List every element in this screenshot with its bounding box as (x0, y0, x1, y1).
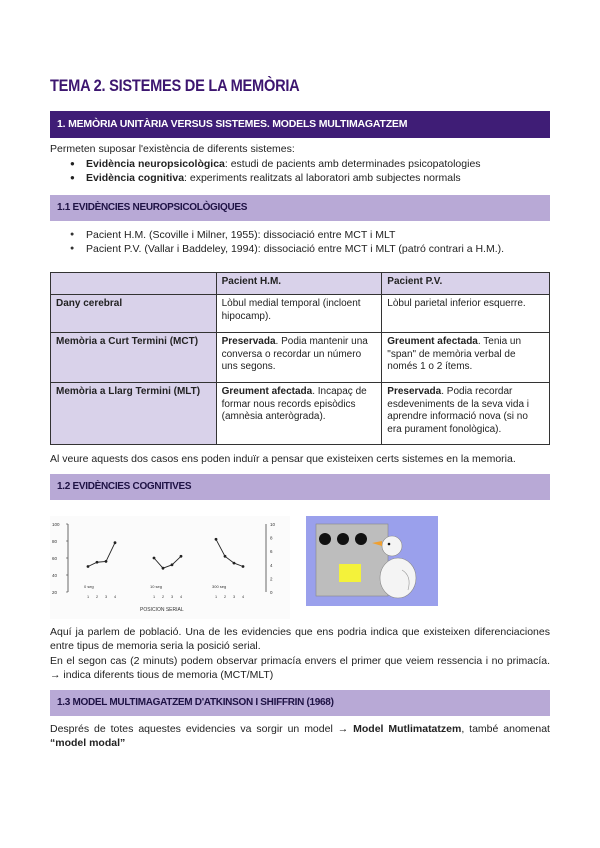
document-title: TEMA 2. SISTEMES DE LA MEMÒRIA (50, 76, 300, 95)
data-point (105, 560, 108, 563)
black-dot (355, 533, 367, 545)
paragraph-text: En el segon cas (2 minuts) podem observar primacía envers el primer que veiem ressencia i no primacía. (50, 655, 550, 667)
black-dot (337, 533, 349, 545)
y-tick-label: 6 (270, 549, 273, 555)
y-tick-label: 60 (52, 556, 58, 561)
duck-illustration (306, 516, 438, 606)
y-tick-label: 4 (270, 562, 273, 568)
bullet-pacient-hm: ● Pacient H.M. (Scoville i Milner, 1955): dissociació entre MCT i MLT (86, 228, 395, 242)
data-point (114, 541, 117, 544)
bullet-pacient-pv: ● Pacient P.V. (Vallar i Baddeley, 1994): dissociació entre MCT i MLT (patró contrari a H.M.). (86, 242, 504, 256)
row-label: Dany cerebral (51, 295, 217, 333)
data-point (180, 555, 183, 558)
table-header-cell: Pacient H.M. (216, 273, 382, 295)
bullet-evidencia-neuro (86, 157, 481, 171)
x-tick-label: 1 (215, 595, 218, 599)
paragraph-text: Després de totes aquestes evidencies va sorgir un model → (50, 723, 354, 735)
section-1-1-conclusion: Al veure aquests dos casos ens poden induïr a pensar que existeixen certs sistemes en la memoria. (50, 453, 516, 465)
y-tick-label: 20 (52, 590, 58, 595)
cell-bold: Greument afectada (387, 336, 478, 347)
paragraph-text: , també anomenat (461, 723, 550, 735)
cell-bold: Preservada (221, 336, 276, 347)
section-1-3-paragraph (50, 722, 550, 750)
bullet-bold: Evidència neuropsicològica (86, 158, 225, 170)
data-point (171, 563, 174, 566)
section-1-2-paragraph-1: Aquí ja parlem de població. Una de les evidencies que ens podria indica que existeixen diferenciaciones entre tipus de memoria seria la posició serial. (50, 626, 550, 652)
cell-text: . Podia recordar esdeveniments de la seva vida i aprendre informació nova (si no era purament fonològica). (387, 386, 530, 435)
y-tick-label: 100 (52, 522, 60, 527)
section-1-intro: Permeten suposar l'existència de diferents sistemes: (50, 143, 295, 155)
panel-label: 300 seg (212, 584, 227, 589)
cell-pv (382, 333, 550, 383)
cell-text: . Podia mantenir una conversa o recordar un número uns segons. (221, 336, 368, 372)
section-1-3-header: 1.3 MODEL MULTIMAGATZEM D'ATKINSON I SHIFFRIN (1968) (50, 690, 550, 716)
panel-label: 0 seg (84, 584, 94, 589)
cell-text: Lòbul medial temporal (incloent hipocamp). (221, 298, 361, 322)
bullet-evidencia-cognitiva (86, 171, 461, 185)
comparison-table (50, 272, 550, 445)
section-1-1-header: 1.1 EVIDÈNCIES NEUROPSICOLÒGIQUES (50, 195, 550, 221)
data-point (242, 565, 245, 568)
bullet-bold: Evidència cognitiva (86, 172, 185, 184)
row-label: Memòria a Curt Termini (MCT) (51, 333, 217, 383)
data-point (224, 555, 227, 558)
table-header-cell: Pacient P.V. (382, 273, 550, 295)
y-tick-label: 2 (270, 576, 273, 582)
cell-text: . Tenia un "span" de memòria verbal de només 1 o 2 ítems. (387, 336, 522, 372)
paragraph-bold: Model Mutlimatatzem (353, 723, 462, 735)
serial-position-figure (50, 516, 290, 619)
section-1-header: 1. MEMÒRIA UNITÀRIA VERSUS SISTEMES. MODELS MULTIMAGATZEM (50, 111, 550, 138)
data-point (215, 538, 218, 541)
yellow-square (339, 564, 361, 582)
data-point (162, 567, 165, 570)
section-1-2-paragraph-2 (50, 654, 550, 682)
x-tick-label: 2 (96, 595, 99, 599)
x-tick-label: 1 (87, 595, 90, 599)
data-point (153, 557, 156, 560)
cell-bold: Preservada (387, 386, 442, 397)
data-point (96, 561, 99, 564)
table-header-row (51, 273, 550, 295)
cell-bold: Greument afectada (221, 386, 313, 397)
x-tick-label: 4 (242, 595, 245, 599)
x-tick-label: 1 (153, 595, 156, 599)
y-tick-label: 40 (52, 573, 58, 578)
x-tick-label: 3 (105, 595, 108, 599)
cell-text: . Incapaç de formar nous records episòdics (amnèsia anterògrada). (221, 386, 367, 422)
row-label: Memòria a Llarg Termini (MLT) (51, 383, 217, 445)
data-point (87, 565, 90, 568)
x-tick-label: 2 (162, 595, 165, 599)
cell-hm (216, 295, 382, 333)
x-tick-label: 3 (171, 595, 174, 599)
y-tick-label: 8 (270, 535, 273, 541)
panel-label: 10 seg (150, 584, 163, 589)
cell-hm (216, 383, 382, 445)
paragraph-bold: “model modal” (50, 737, 126, 749)
cell-pv (382, 295, 550, 333)
x-tick-label: 3 (233, 595, 236, 599)
x-tick-label: 2 (224, 595, 227, 599)
table-row (51, 383, 550, 445)
table-row (51, 333, 550, 383)
y-tick-label: 10 (270, 522, 276, 527)
y-tick-label: 80 (52, 539, 58, 544)
x-axis-label: POSICION SERIAL (140, 607, 184, 613)
data-point (233, 562, 236, 565)
cell-hm (216, 333, 382, 383)
paragraph-text: → indica diferents tious de memoria (MCT/MLT) (50, 669, 274, 681)
figure-background (50, 516, 290, 619)
cell-text: Lòbul parietal inferior esquerre. (387, 298, 526, 309)
table-header-cell (51, 273, 217, 295)
section-1-2-header: 1.2 EVIDÈNCIES COGNITIVES (50, 474, 550, 500)
cell-pv (382, 383, 550, 445)
x-tick-label: 4 (114, 595, 117, 599)
bullet-text: : estudi de pacients amb determinades psicopatologies (224, 158, 481, 170)
black-dot (319, 533, 331, 545)
bullet-text: : experiments realitzats al laboratori amb subjectes normals (184, 172, 461, 184)
table-row (51, 295, 550, 333)
y-tick-label: 0 (270, 590, 273, 595)
x-tick-label: 4 (180, 595, 183, 599)
